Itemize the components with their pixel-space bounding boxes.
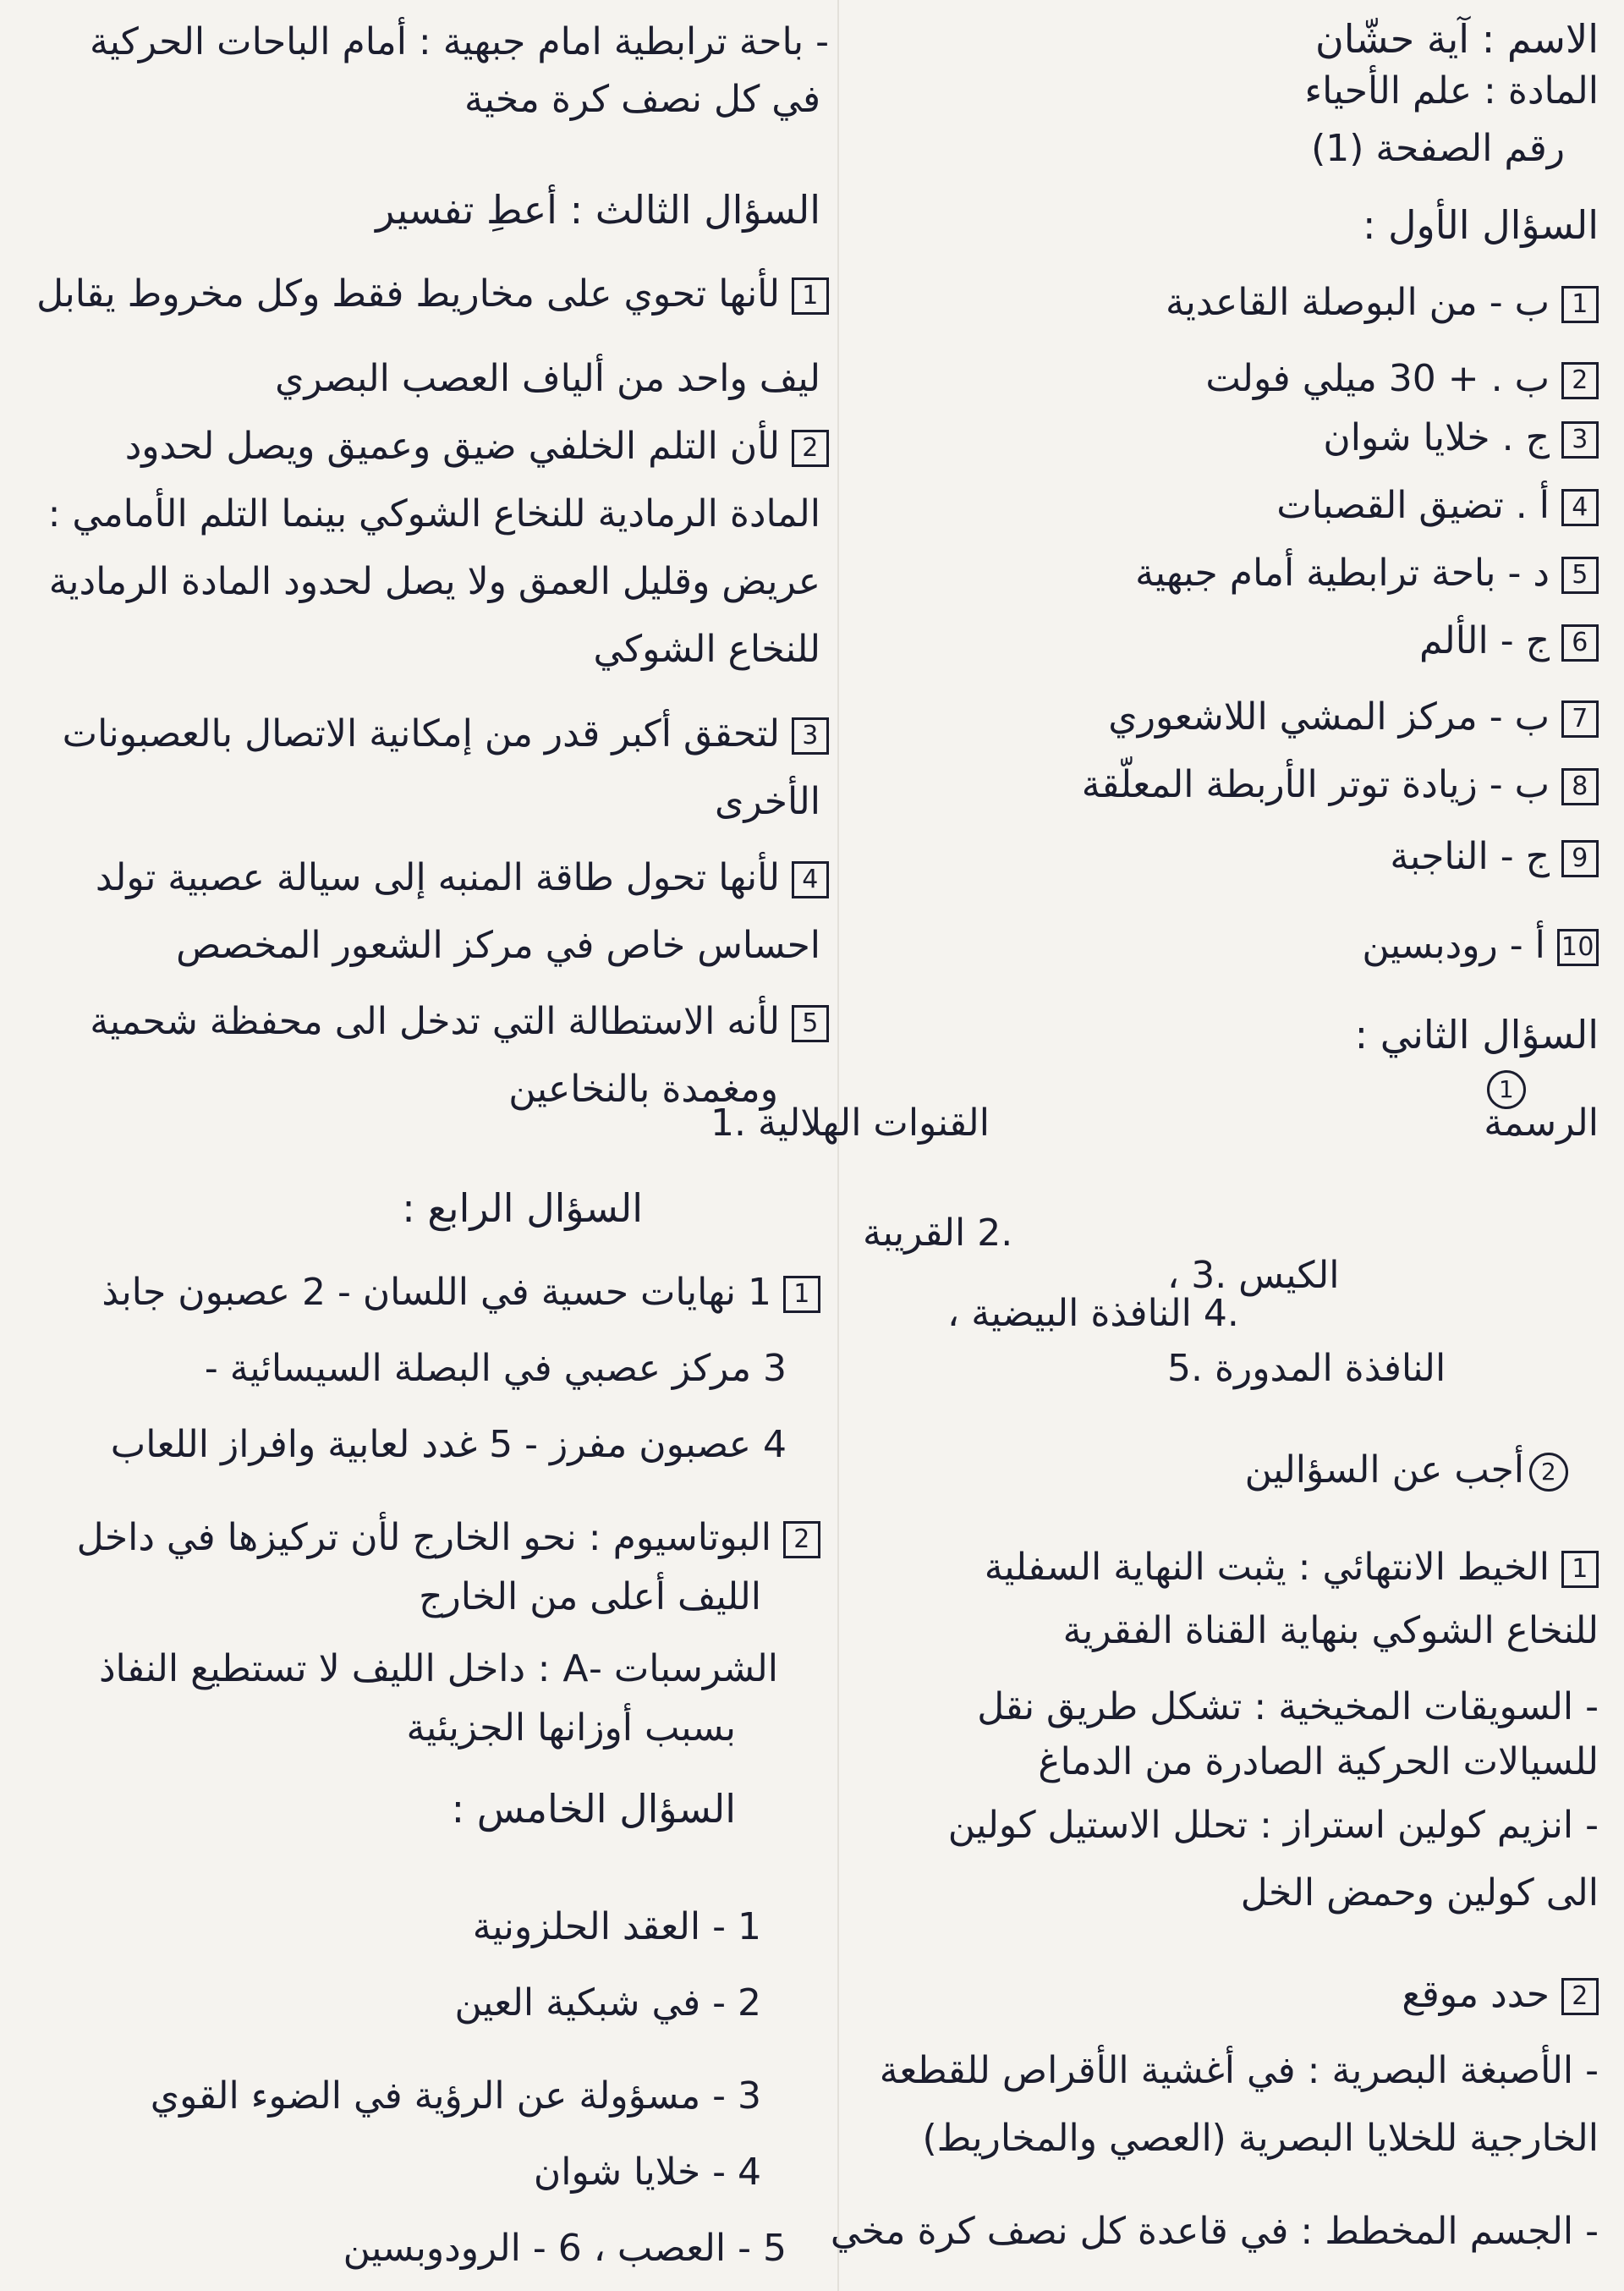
q3-answer-line: ليف واحد من ألياف العصب البصري — [275, 357, 820, 400]
answer-number-box: 3 — [1561, 421, 1599, 459]
q2-a2-line: الخارجية للخلايا البصرية (العصي والمخاريط) — [922, 2117, 1599, 2160]
page-number: رقم الصفحة (1) — [1311, 127, 1565, 170]
q1-answer: 6ج - الألم — [1419, 618, 1599, 665]
q5-answer: 4 - خلايا شوان — [533, 2151, 761, 2194]
q3-answer-line: 5لأنه الاستطالة التي تدخل الى محفظة شحمية — [90, 998, 829, 1046]
q1-answer: 3ج . خلايا شوان — [1323, 415, 1599, 462]
answer-number-box: 6 — [1561, 624, 1599, 662]
q2-a1-line: الى كولين وحمض الخل — [1240, 1871, 1599, 1915]
q2-a1-line: - السويقات المخيخية : تشكل طريق نقل — [977, 1685, 1599, 1728]
drawing-label-oval-window: .4 النافذة البيضية ، — [947, 1292, 1239, 1335]
q4-1-line: 3 مركز عصبي في البصلة السيسائية - — [204, 1347, 787, 1390]
q2-title: السؤال الثاني : — [1354, 1012, 1599, 1058]
drawing-label-semicircular-canals: القنوات الهلالية .1 — [710, 1102, 990, 1145]
q3-answer-line: ومغمدة بالنخاعين — [508, 1068, 778, 1111]
q3-answer-line: للنخاع الشوكي — [593, 628, 820, 671]
answer-number-box: 10 — [1557, 929, 1599, 966]
answer-number-box: 4 — [1561, 489, 1599, 526]
q1-title: السؤال الأول : — [1363, 202, 1599, 248]
q1-answer: 9ج - الناجبة — [1390, 833, 1599, 881]
q2-a1-line: للنخاع الشوكي بنهاية القناة الفقرية — [1062, 1609, 1599, 1652]
q2-a2-heading: 2حدد موقع — [1402, 1971, 1599, 2019]
answer-number-box: 1 — [1561, 286, 1599, 323]
q5-answer: 1 - العقد الحلزونية — [472, 1905, 761, 1948]
q2-a1-line: - انزيم كولين استراز : تحلل الاستيل كولين — [947, 1804, 1599, 1847]
left-top-line: - باحة ترابطية امام جبهية : أمام الباحات الحركية — [90, 20, 829, 63]
answer-number-box: 5 — [1561, 557, 1599, 594]
drawing-label-saccule: الكيس .3 ، — [1167, 1254, 1340, 1297]
q4-2-line: 2البوتاسيوم : نحو الخارج لأن تركيزها في داخل — [77, 1514, 820, 1562]
q1-answer: 8ب - زيادة توتر الأربطة المعلّقة — [1082, 761, 1599, 809]
q2-a2-line: - الأصبغة البصرية : في أغشية الأقراص للقطعة — [879, 2049, 1599, 2092]
drawing-label-utricle: .2 القريبة — [863, 1211, 1013, 1255]
q5-answer: 5 - العصب ، 6 - الرودوبسين — [343, 2227, 787, 2270]
answer-number-box: 8 — [1561, 768, 1599, 805]
left-top-line: في كل نصف كرة مخية — [464, 78, 820, 121]
q1-answer: 10أ - رودبسين — [1362, 922, 1599, 970]
q3-answer-line: 1لأنها تحوي على مخاريط فقط وكل مخروط يقابل — [36, 271, 829, 318]
q3-answer-line: المادة الرمادية للنخاع الشوكي بينما التلم الأمامي : — [47, 492, 820, 536]
q3-title: السؤال الثالث : أعطِ تفسير — [376, 187, 820, 233]
subject-line: المادة : علم الأحياء — [1304, 69, 1599, 113]
q5-answer: 2 - في شبكية العين — [454, 1981, 761, 2025]
q5-title: السؤال الخامس : — [451, 1786, 736, 1832]
q4-1-line: 4 عصبون مفرز - 5 غدد لعابية وافراز اللعاب — [110, 1423, 787, 1466]
q2-sub2-heading: 2أجب عن السؤالين — [1245, 1447, 1573, 1494]
answer-number-box: 2 — [1561, 362, 1599, 399]
answer-number-box: 7 — [1561, 700, 1599, 738]
q3-answer-line: 2لأن التلم الخلفي ضيق وعميق ويصل لحدود — [125, 423, 829, 470]
q2-a1-line: للسيالات الحركية الصادرة من الدماغ — [1038, 1740, 1599, 1783]
q1-answer: 4أ . تضيق القصبات — [1276, 482, 1599, 530]
q3-answer-line: احساس خاص في مركز الشعور المخصص — [176, 924, 820, 967]
q3-answer-line: 3لتحقق أكبر قدر من إمكانية الاتصال بالعصبونات — [63, 711, 829, 758]
drawing-label-round-window: النافذة المدورة .5 — [1167, 1347, 1446, 1390]
q2-drawing-label: الرسمة — [1484, 1102, 1599, 1145]
q4-2-line: بسبب أوزانها الجزيئية — [406, 1706, 736, 1750]
q2-a2-line: - الجسم المخطط : في قاعدة كل نصف كرة مخي — [830, 2210, 1599, 2253]
q3-answer-line: الأخرى — [715, 780, 820, 823]
q4-2-line: الشرسبات -A : داخل الليف لا تستطيع النفاذ — [98, 1647, 778, 1690]
q1-answer: 1ب - من البوصلة القاعدية — [1166, 279, 1599, 327]
q1-answer: 5د - باحة ترابطية أمام جبهية — [1135, 550, 1599, 597]
q3-answer-line: عريض وقليل العمق ولا يصل لحدود المادة الرمادية — [48, 560, 820, 603]
q1-answer: 2ب . + 30 ميلي فولت — [1205, 355, 1599, 403]
q2-a1-line: 1الخيط الانتهائي : يثبت النهاية السفلية — [985, 1544, 1599, 1591]
q1-answer: 7ب - مركز المشي اللاشعوري — [1108, 694, 1599, 741]
q4-title: السؤال الرابع : — [402, 1185, 643, 1231]
q4-1-line: 11 نهايات حسية في اللسان - 2 عصبون جابذ — [102, 1269, 820, 1316]
student-name: الاسم : آية حشّان — [1314, 16, 1599, 62]
q4-2-line: الليف أعلى من الخارج — [419, 1575, 761, 1618]
q2-sub1-number: 1 — [1482, 1064, 1531, 1112]
q5-answer: 3 - مسؤولة عن الرؤية في الضوء القوي — [150, 2074, 761, 2118]
answer-number-box: 9 — [1561, 840, 1599, 877]
q3-answer-line: 4لأنها تحول طاقة المنبه إلى سيالة عصبية تولد — [96, 854, 829, 902]
